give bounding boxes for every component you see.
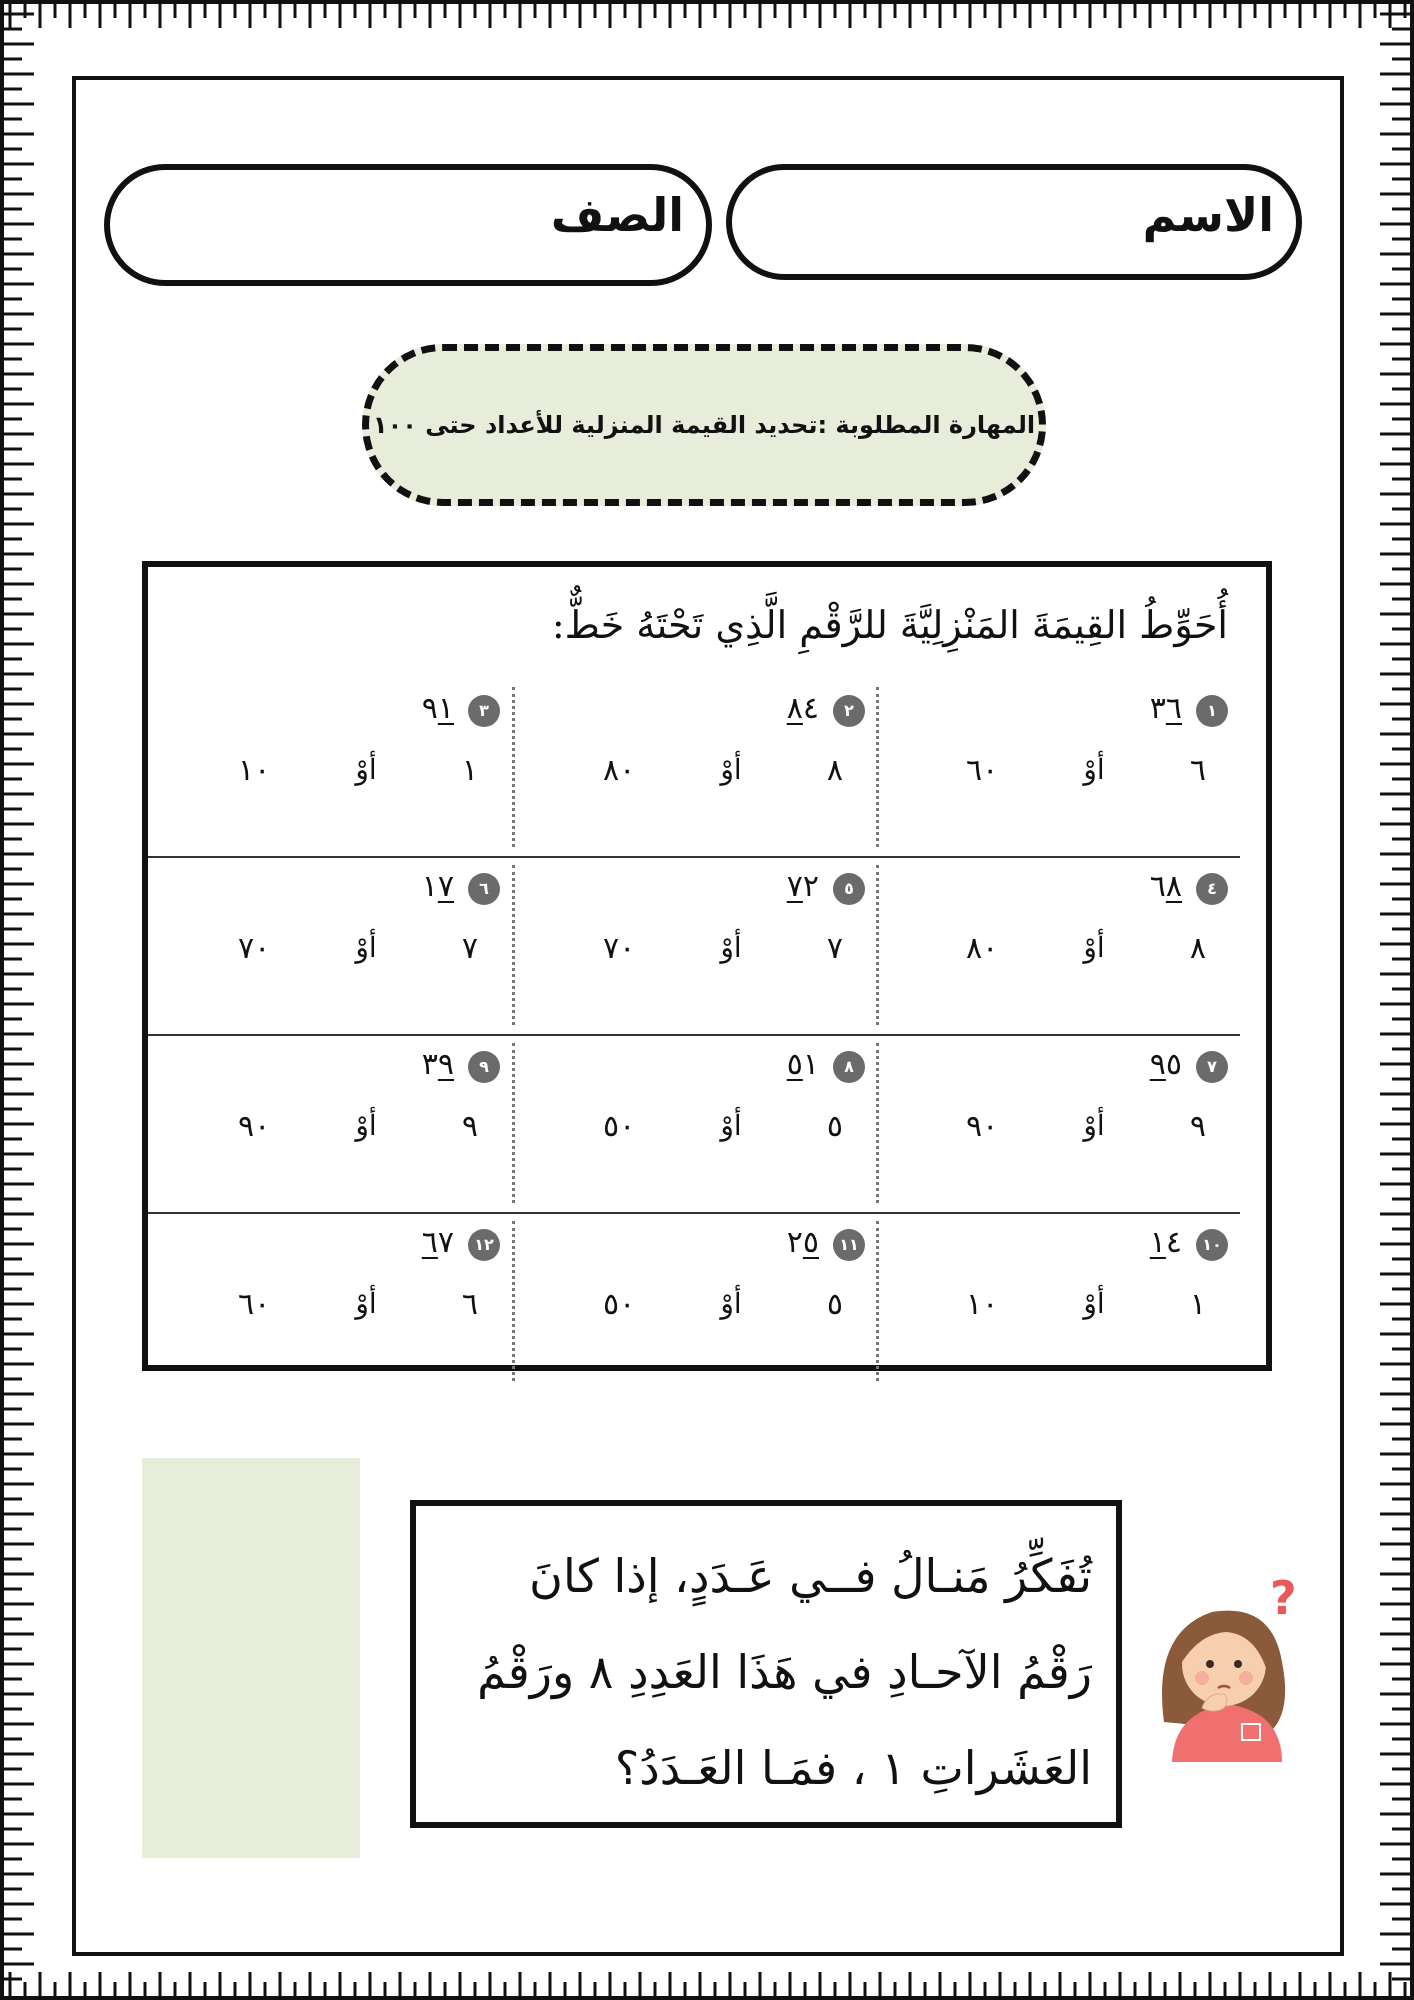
exercise-item — [876, 859, 1236, 1033]
item-number-badge: ١ — [1196, 695, 1228, 727]
or-word: أوْ — [720, 753, 742, 786]
choice-ones[interactable]: ٩ — [1189, 1109, 1206, 1144]
choice-tens[interactable]: ٩٠ — [966, 1109, 999, 1144]
choice-group — [238, 931, 478, 966]
choice-ones[interactable]: ٩ — [461, 1109, 478, 1144]
choice-tens[interactable]: ٩٠ — [238, 1109, 271, 1144]
choice-tens[interactable]: ٧٠ — [603, 931, 636, 966]
underlined-digit: ٦ — [1165, 691, 1182, 726]
choice-group — [603, 1287, 843, 1322]
skill-text: المهارة المطلوبة :تحديد القيمة المنزلية للأعداد حتى ١٠٠ — [372, 411, 1036, 439]
exercise-instruction: أُحَوِّطُ القِيمَةَ المَنْزِلِيَّةَ للرَّقْمِ الَّذِي تَحْتَهُ خَطٌّ: — [551, 603, 1228, 647]
thinking-girl-illustration — [1142, 1572, 1312, 1762]
item-number — [787, 1225, 819, 1260]
name-label: الاسم — [1142, 188, 1274, 242]
answer-area[interactable] — [142, 1458, 360, 1858]
or-word: أوْ — [1083, 931, 1105, 964]
item-number-badge: ٩ — [468, 1051, 500, 1083]
choice-tens[interactable]: ١٠ — [966, 1287, 999, 1322]
underlined-digit: ٩ — [1149, 1047, 1166, 1082]
exercise-row — [148, 1215, 1266, 1392]
item-number — [787, 691, 819, 726]
exercise-item — [148, 1037, 508, 1211]
item-number-badge: ١١ — [833, 1229, 865, 1261]
choice-ones[interactable]: ٨ — [1189, 931, 1206, 966]
item-number-badge: ١٢ — [468, 1229, 500, 1261]
or-word: أوْ — [720, 1109, 742, 1142]
choice-ones[interactable]: ٦ — [1189, 753, 1206, 788]
choice-tens[interactable]: ٦٠ — [238, 1287, 271, 1322]
word-problem-line: رَقْمُ الآحـادِ في هَذَا العَدِدِ ٨ ورَقْمُ — [477, 1645, 1092, 1699]
name-field[interactable] — [726, 164, 1302, 280]
choice-group — [966, 1109, 1206, 1144]
digit: ٣ — [421, 1047, 438, 1082]
item-number-badge: ٣ — [468, 695, 500, 727]
item-number-badge: ٥ — [833, 873, 865, 905]
digit: ١ — [421, 869, 438, 904]
item-number-badge: ١٠ — [1196, 1229, 1228, 1261]
word-problem-line: تُفَكِّرُ مَنـالُ فــي عَـدَدٍ، إذا كانَ — [529, 1549, 1092, 1603]
or-word: أوْ — [355, 753, 377, 786]
digit: ٢ — [786, 1225, 803, 1260]
exercise-item — [513, 1037, 873, 1211]
item-number-badge: ٤ — [1196, 873, 1228, 905]
underlined-digit: ٧ — [437, 869, 454, 904]
word-problem-text — [440, 1528, 1092, 1816]
choice-ones[interactable]: ٧ — [461, 931, 478, 966]
underlined-digit: ٦ — [421, 1225, 438, 1260]
exercise-item — [148, 859, 508, 1033]
exercise-item — [148, 1215, 508, 1389]
choice-ones[interactable]: ١ — [461, 753, 478, 788]
choice-tens[interactable]: ٧٠ — [238, 931, 271, 966]
choice-group — [238, 753, 478, 788]
or-word: أوْ — [355, 1109, 377, 1142]
or-word: أوْ — [1083, 1109, 1105, 1142]
choice-tens[interactable]: ٨٠ — [603, 753, 636, 788]
or-word: أوْ — [720, 1287, 742, 1320]
underlined-digit: ٥ — [786, 1047, 803, 1082]
choice-tens[interactable]: ٥٠ — [603, 1287, 636, 1322]
choice-ones[interactable]: ١ — [1189, 1287, 1206, 1322]
exercise-row — [148, 859, 1240, 1036]
exercise-item — [148, 681, 508, 855]
digit: ٧ — [437, 1225, 454, 1260]
item-number-badge: ٧ — [1196, 1051, 1228, 1083]
exercise-row — [148, 681, 1240, 858]
exercise-item — [513, 681, 873, 855]
underlined-digit: ٥ — [802, 1225, 819, 1260]
underlined-digit: ١ — [1149, 1225, 1166, 1260]
choice-ones[interactable]: ٥ — [826, 1109, 843, 1144]
underlined-digit: ٩ — [437, 1047, 454, 1082]
choice-tens[interactable]: ١٠ — [238, 753, 271, 788]
choice-tens[interactable]: ٦٠ — [966, 753, 999, 788]
item-number-badge: ٨ — [833, 1051, 865, 1083]
underlined-digit: ٧ — [786, 869, 803, 904]
underlined-digit: ٨ — [1165, 869, 1182, 904]
item-number — [1150, 691, 1182, 726]
skill-banner — [362, 344, 1046, 506]
choice-group — [603, 753, 843, 788]
item-number — [422, 1047, 454, 1082]
item-number — [1150, 869, 1182, 904]
or-word: أوْ — [355, 931, 377, 964]
item-number — [1150, 1225, 1182, 1260]
item-number — [422, 869, 454, 904]
item-number — [787, 1047, 819, 1082]
word-problem-line: العَشَراتِ ١ ، فمَـا العَـدَدُ؟ — [614, 1741, 1092, 1795]
digit: ٦ — [1149, 869, 1166, 904]
item-number — [1150, 1047, 1182, 1082]
exercise-item — [876, 1037, 1236, 1211]
question-mark-icon: ? — [1270, 1572, 1297, 1625]
exercise-item — [513, 1215, 873, 1389]
exercise-row — [148, 1037, 1240, 1214]
exercise-box — [142, 561, 1272, 1371]
digit: ٤ — [1165, 1225, 1182, 1260]
underlined-digit: ٨ — [786, 691, 803, 726]
item-number-badge: ٢ — [833, 695, 865, 727]
digit: ٤ — [802, 691, 819, 726]
digit: ٣ — [1149, 691, 1166, 726]
exercise-item — [513, 859, 873, 1033]
choice-group — [603, 1109, 843, 1144]
choice-ones[interactable]: ٥ — [826, 1287, 843, 1322]
underlined-digit: ١ — [437, 691, 454, 726]
word-problem-box — [410, 1500, 1122, 1828]
choice-ones[interactable]: ٨ — [826, 753, 843, 788]
item-number-badge: ٦ — [468, 873, 500, 905]
class-field[interactable] — [104, 164, 712, 286]
item-number — [422, 1225, 454, 1260]
or-word: أوْ — [355, 1287, 377, 1320]
or-word: أوْ — [1083, 1287, 1105, 1320]
digit: ٢ — [802, 869, 819, 904]
choice-tens[interactable]: ٥٠ — [603, 1109, 636, 1144]
choice-group — [966, 753, 1206, 788]
class-label: الصف — [550, 188, 684, 242]
choice-group — [966, 1287, 1206, 1322]
item-number — [422, 691, 454, 726]
item-number — [787, 869, 819, 904]
choice-ones[interactable]: ٦ — [461, 1287, 478, 1322]
choice-tens[interactable]: ٨٠ — [966, 931, 999, 966]
digit: ٩ — [421, 691, 438, 726]
choice-group — [238, 1109, 478, 1144]
choice-group — [603, 931, 843, 966]
or-word: أوْ — [1083, 753, 1105, 786]
choice-group — [238, 1287, 478, 1322]
exercise-item — [876, 1215, 1236, 1389]
exercise-item — [876, 681, 1236, 855]
or-word: أوْ — [720, 931, 742, 964]
digit: ١ — [802, 1047, 819, 1082]
choice-group — [966, 931, 1206, 966]
choice-ones[interactable]: ٧ — [826, 931, 843, 966]
digit: ٥ — [1165, 1047, 1182, 1082]
